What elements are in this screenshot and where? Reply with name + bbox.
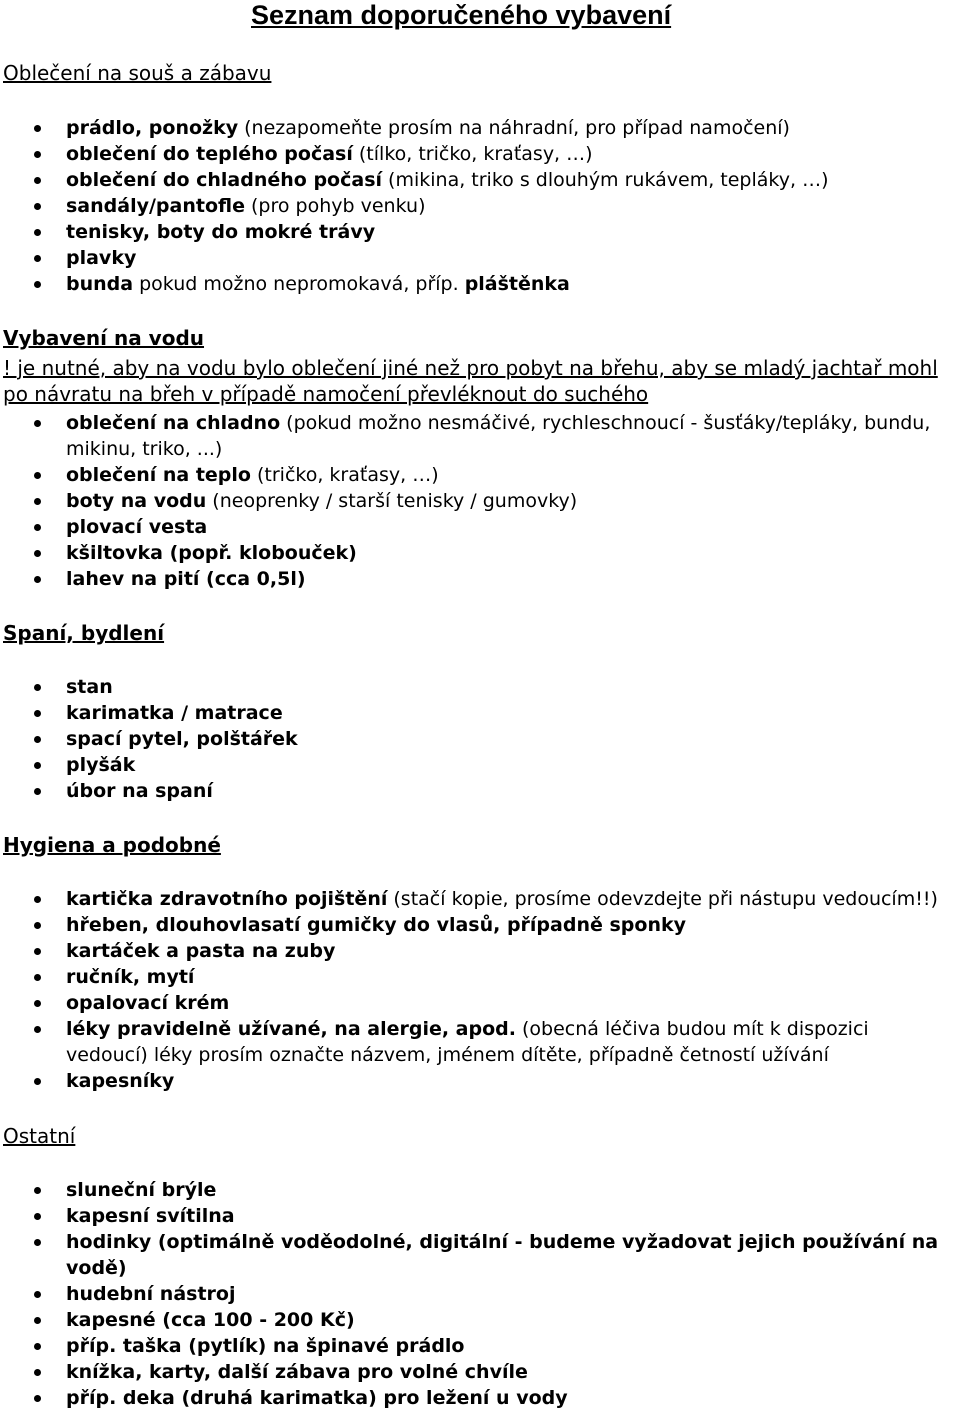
item-label: léky pravidelně užívané, na alergie, apod. bbox=[66, 1018, 516, 1040]
water-note: ! je nutné, aby na vodu bylo oblečení jiné než pro pobyt na břehu, aby se mladý jachtař mohl po návratu na břeh v případě namočení převléknout do suchého bbox=[3, 356, 938, 406]
item-label: opalovací krém bbox=[66, 992, 230, 1014]
list-item bbox=[0, 193, 960, 219]
item-label: spací pytel, polštářek bbox=[66, 728, 298, 750]
item-note: (tílko, tričko, kraťasy, …) bbox=[352, 143, 593, 165]
list-item bbox=[0, 115, 960, 141]
list-item bbox=[0, 964, 960, 990]
item-label-extra: pláštěnka bbox=[464, 273, 570, 295]
list-item bbox=[0, 726, 960, 752]
list-item bbox=[0, 514, 960, 540]
item-note: (nezapomeňte prosím na náhradní, pro případ namočení) bbox=[238, 117, 790, 139]
list-item bbox=[0, 540, 960, 566]
item-label: hřeben, dlouhovlasatí gumičky do vlasů, případně sponky bbox=[66, 914, 686, 936]
item-label: kapesníky bbox=[66, 1070, 175, 1092]
list-item bbox=[0, 938, 960, 964]
item-label: boty na vodu bbox=[66, 490, 207, 512]
list-item bbox=[0, 1359, 960, 1385]
list-item bbox=[0, 245, 960, 271]
item-label: oblečení na teplo bbox=[66, 464, 251, 486]
item-note: pokud možno nepromokavá, příp. bbox=[133, 273, 465, 295]
list-item bbox=[0, 141, 960, 167]
item-label: hudební nástroj bbox=[66, 1283, 236, 1305]
list-item bbox=[0, 488, 960, 514]
item-label: tenisky, boty do mokré trávy bbox=[66, 221, 376, 243]
list-item bbox=[0, 1068, 960, 1094]
item-label: plovací vesta bbox=[66, 516, 208, 538]
item-label: sandály/pantofle bbox=[66, 195, 245, 217]
list-item bbox=[0, 1333, 960, 1359]
item-label: lahev na pití (cca 0,5l) bbox=[66, 568, 306, 590]
section-heading-sleeping: Spaní, bydlení bbox=[3, 621, 165, 645]
item-label: oblečení do teplého počasí bbox=[66, 143, 353, 165]
item-label: ručník, mytí bbox=[66, 966, 195, 988]
item-label: bunda bbox=[66, 273, 134, 295]
item-label: prádlo, ponožky bbox=[66, 117, 239, 139]
item-label: kapesné (cca 100 - 200 Kč) bbox=[66, 1309, 355, 1331]
list-hygiene bbox=[0, 886, 960, 1094]
item-note: (stačí kopie, prosíme odevzdejte při nástupu vedoucím!!) bbox=[387, 888, 938, 910]
list-item bbox=[0, 700, 960, 726]
list-item bbox=[0, 1385, 960, 1411]
list-item bbox=[0, 990, 960, 1016]
list-clothing bbox=[0, 115, 960, 297]
list-item bbox=[0, 566, 960, 592]
item-note: (mikina, triko s dlouhým rukávem, tepláky, …) bbox=[382, 169, 829, 191]
list-item bbox=[0, 167, 960, 193]
item-label: oblečení na chladno bbox=[66, 412, 281, 434]
list-item bbox=[0, 778, 960, 804]
item-label: knížka, karty, další zábava pro volné chvíle bbox=[66, 1361, 528, 1383]
section-heading-clothing: Oblečení na souš a zábavu bbox=[3, 61, 272, 85]
list-item bbox=[0, 1177, 960, 1203]
item-label: kartáček a pasta na zuby bbox=[66, 940, 336, 962]
item-label: kšiltovka (popř. klobouček) bbox=[66, 542, 357, 564]
list-sleeping bbox=[0, 674, 960, 804]
item-label: kartička zdravotního pojištění bbox=[66, 888, 388, 910]
list-item bbox=[0, 886, 960, 912]
item-note: (neoprenky / starší tenisky / gumovky) bbox=[206, 490, 578, 512]
list-item bbox=[0, 1203, 960, 1229]
item-label: hodinky (optimálně voděodolné, digitální - budeme vyžadovat jejich používání na vodě) bbox=[66, 1231, 939, 1279]
list-item bbox=[0, 1016, 960, 1068]
list-item bbox=[0, 462, 960, 488]
section-heading-water: Vybavení na vodu bbox=[3, 326, 205, 350]
item-label: úbor na spaní bbox=[66, 780, 213, 802]
list-item bbox=[0, 1281, 960, 1307]
section-heading-other: Ostatní bbox=[3, 1124, 76, 1148]
list-item bbox=[0, 912, 960, 938]
item-note: (obecná léčiva budou mít k dispozici vedoucí) léky prosím označte názvem, jménem dítěte, případně četností užívání bbox=[66, 1018, 869, 1066]
item-label: plavky bbox=[66, 247, 137, 269]
item-note: (pro pohyb venku) bbox=[244, 195, 426, 217]
item-note: (pokud možno nesmáčivé, rychleschnoucí - šusťáky/tepláky, bundu, mikinu, triko, ...) bbox=[66, 412, 931, 460]
list-item bbox=[0, 1229, 960, 1281]
list-item bbox=[0, 219, 960, 245]
list-water bbox=[0, 410, 960, 592]
item-label: plyšák bbox=[66, 754, 136, 776]
item-label: karimatka / matrace bbox=[66, 702, 283, 724]
item-label: oblečení do chladného počasí bbox=[66, 169, 383, 191]
item-label: příp. deka (druhá karimatka) pro ležení u vody bbox=[66, 1387, 568, 1409]
section-heading-hygiene: Hygiena a podobné bbox=[3, 833, 221, 857]
list-item bbox=[0, 271, 960, 297]
list-item bbox=[0, 752, 960, 778]
item-label: kapesní svítilna bbox=[66, 1205, 235, 1227]
page-title: Seznam doporučeného vybavení bbox=[251, 0, 672, 30]
item-label: příp. taška (pytlík) na špinavé prádlo bbox=[66, 1335, 465, 1357]
item-note: (tričko, kraťasy, …) bbox=[250, 464, 439, 486]
list-other bbox=[0, 1177, 960, 1411]
item-label: sluneční brýle bbox=[66, 1179, 217, 1201]
list-item bbox=[0, 674, 960, 700]
list-item bbox=[0, 410, 960, 462]
item-label: stan bbox=[66, 676, 113, 698]
list-item bbox=[0, 1307, 960, 1333]
